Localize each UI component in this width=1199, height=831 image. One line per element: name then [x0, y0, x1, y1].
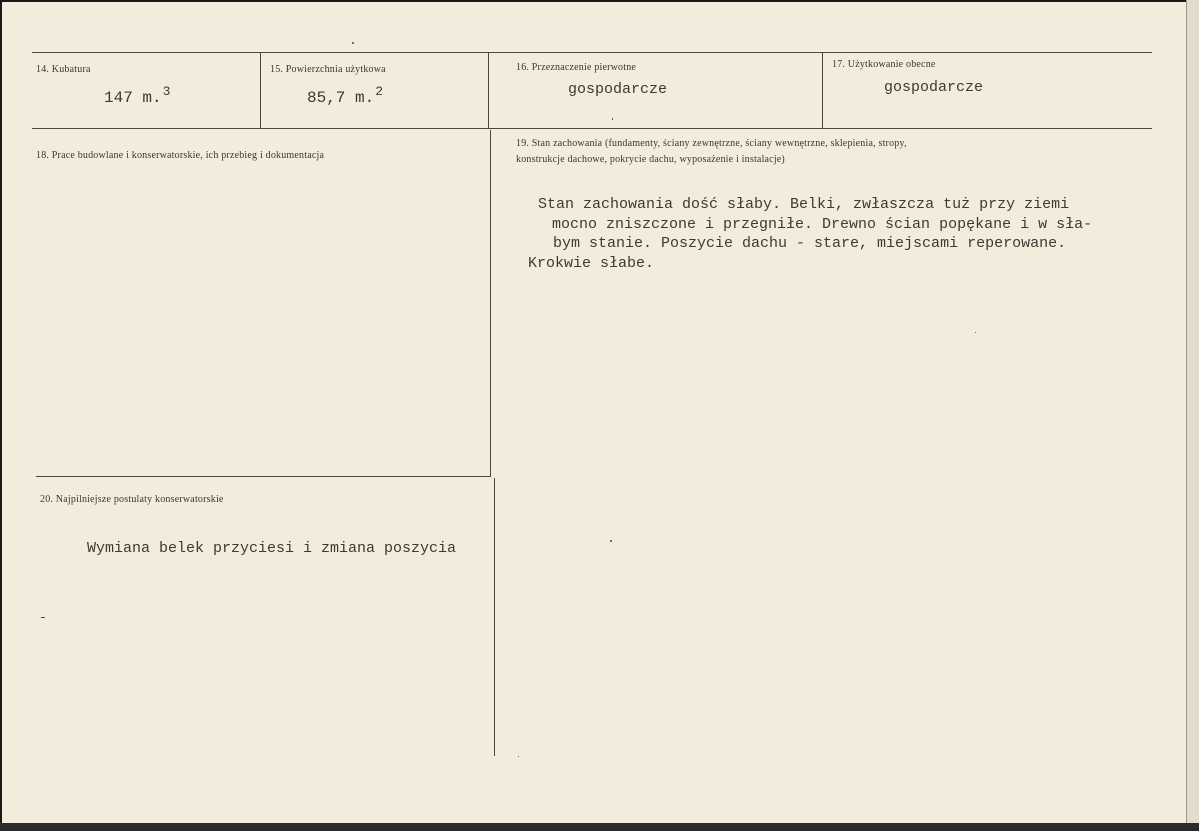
field-15-value	[307, 84, 383, 107]
field-20-label: 20. Najpilniejsze postulaty konserwatorskie	[40, 494, 224, 505]
field-18-label: 18. Prace budowlane i konserwatorskie, ich przebieg i dokumentacja	[36, 150, 325, 161]
field-14-exponent: 3	[162, 84, 171, 99]
field-15-label: 15. Powierzchnia użytkowa	[270, 64, 386, 75]
divider-20-19	[494, 478, 495, 756]
field-16-value: gospodarcze	[568, 81, 668, 98]
paper-speck	[352, 42, 354, 44]
field-19-text-line: mocno zniszczone i przegniłe. Drewno ścian popękane i w sła-	[552, 215, 1093, 233]
paper-speck	[612, 118, 613, 120]
field20-top-rule	[36, 476, 491, 477]
field-19-text-line: Stan zachowania dość słaby. Belki, zwłaszcza tuż przy ziemi	[538, 196, 1070, 213]
card-edge	[1186, 0, 1199, 831]
field-19-label-line1: 19. Stan zachowania (fundamenty, ściany zewnętrzne, ściany wewnętrzne, sklepienia, stropy,	[516, 138, 907, 149]
field-14-value	[104, 84, 170, 107]
field-19-label-line2: konstrukcje dachowe, pokrycie dachu, wyposażenie i instalacje)	[516, 154, 785, 165]
paper-speck	[610, 540, 612, 542]
field-20-value: Wymiana belek przyciesi i zmiana poszycia	[87, 540, 457, 557]
field-19-text-line: Krokwie słabe.	[528, 254, 655, 272]
card-bottom-edge	[0, 823, 1199, 831]
field-16-label: 16. Przeznaczenie pierwotne	[516, 62, 637, 73]
divider-15-16	[488, 53, 489, 128]
field-19-text	[528, 195, 1093, 273]
paper-speck	[518, 756, 519, 757]
divider-14-15	[260, 53, 261, 128]
paper-speck	[41, 617, 45, 618]
field-15-exponent: 2	[375, 84, 384, 99]
divider-18-19	[490, 130, 491, 477]
top-rule	[32, 52, 1152, 53]
divider-16-17	[822, 53, 823, 128]
paper-speck	[975, 332, 976, 333]
field-17-label: 17. Użytkowanie obecne	[832, 59, 936, 70]
field-17-value: gospodarcze	[884, 79, 984, 96]
row1-bottom-rule	[32, 128, 1152, 129]
field-14-number: 147 m.	[104, 89, 162, 107]
field-14-label: 14. Kubatura	[36, 64, 91, 75]
field-15-number: 85,7 m.	[307, 89, 375, 107]
field-19-text-line: bym stanie. Poszycie dachu - stare, miejscami reperowane.	[553, 235, 1067, 252]
